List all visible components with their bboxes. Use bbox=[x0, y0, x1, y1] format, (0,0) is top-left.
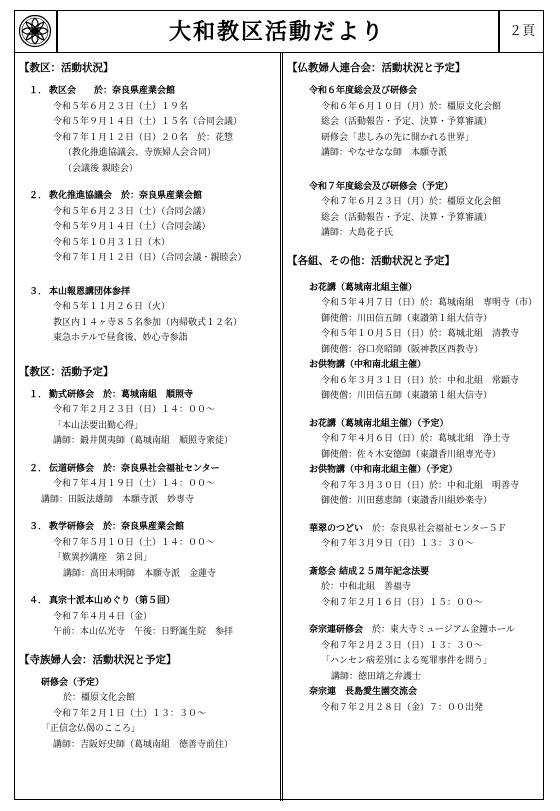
item-line: 東急ホテルで昼食後、妙心寺参詣 bbox=[53, 333, 188, 343]
item-line: 研修会「悲しみの先に開かれる世界」 bbox=[321, 132, 475, 143]
item-line: 令和７年２月２３日（日）１４：００～ bbox=[53, 405, 216, 415]
right-column bbox=[287, 61, 541, 716]
item-line: 御使僧：川田信五師（東讃第１組大信寺） bbox=[321, 313, 493, 324]
item-line: 令和６年６月１０日（月）於：橿原文化会館 bbox=[321, 101, 502, 112]
item-line: 令和５年６月２３日（土）１９名 bbox=[53, 101, 189, 112]
item-line: 御使僧：佐々木安德師（東讃香川組専光寺） bbox=[321, 449, 502, 460]
item-line: 令和７年２月２８日（金）７：００出発 bbox=[321, 702, 484, 713]
section-heading: 【各組、その他：活動状況と予定】 bbox=[287, 254, 455, 267]
item-title: ３． 本山報恩講団体参拝 bbox=[29, 286, 131, 297]
item-title: お花講（葛城南北組主催）（予定） bbox=[309, 418, 449, 429]
item-line: 令和７年２月２３日（日）１３：３０～ bbox=[321, 640, 484, 651]
item-line: （教化推進協議会、寺族婦人会合同） bbox=[63, 148, 217, 158]
newsletter-page bbox=[14, 10, 544, 800]
item-line: 於：中和北組 善福寺 bbox=[321, 582, 412, 592]
item-line: 令和７年２月１６日（日）１５：００～ bbox=[321, 597, 484, 608]
item-line: （会議後 親睦会） bbox=[63, 163, 138, 174]
item-line: 於：橿原文化会館 bbox=[63, 693, 136, 703]
item-title: 令和６年度総会及び研修会 bbox=[309, 86, 418, 96]
item-line: 御使僧：谷口亮昭師（阪神教区西教寺） bbox=[321, 344, 484, 355]
item-title: お供物講（中和南北組主催） bbox=[309, 360, 427, 370]
item-title: 研修会（予定） bbox=[41, 677, 105, 688]
item-line: 令和５年９月１４日（土）１５名（合同会議） bbox=[53, 117, 243, 127]
item-line: 令和７年２月１日（土）１３：３０～ bbox=[53, 708, 207, 719]
item-line: 総会（活動報告・予定、決算・予算審議） bbox=[321, 117, 493, 127]
item-title: お供物講（中和南北組主催）（予定） bbox=[309, 465, 458, 475]
item-title: お花講（葛城南北組主催） bbox=[309, 282, 418, 293]
item-line: 「歎異抄講座 第２回」 bbox=[53, 553, 153, 563]
item-line: 「正信念仏偈のこころ」 bbox=[41, 724, 141, 734]
page-number: ２頁 bbox=[508, 24, 535, 39]
item-title: ２． 伝道研修会 於：奈良県社会福祉センター bbox=[29, 463, 220, 474]
item-title: 令和７年度総会及び研修会（予定） bbox=[309, 181, 454, 192]
item-title: ４． 真宗十派本山めぐり（第５回） bbox=[29, 596, 176, 606]
item-line: 「本山法要出勤心得」 bbox=[53, 420, 144, 431]
item-title: 奈宗連 長島愛生園交流会 bbox=[309, 687, 418, 697]
section-heading: 【寺族婦人会：活動状況と予定】 bbox=[19, 653, 177, 666]
item-title: ３． 教学研修会 於：奈良県産業会館 bbox=[29, 522, 185, 532]
item-line: 令和５年９月１４日（土）（合同会議） bbox=[53, 222, 211, 232]
item-title: 奈宗連研修会 於：東大寺ミュージアム金鐘ホール bbox=[309, 625, 515, 635]
item-line: 令和７年４月１９日（土）１４：００～ bbox=[53, 479, 216, 489]
item-title: １． 勤式研修会 於：葛城南組 順照寺 bbox=[29, 389, 194, 400]
item-line: 講師：大島花子氏 bbox=[321, 228, 394, 238]
item-line: 講師：やなせなな師 本願寺派 bbox=[321, 148, 448, 158]
item-title: 華翠のつどい 於：奈良県社会福祉センター５Ｆ bbox=[309, 523, 507, 534]
section-heading: 【教区：活動予定】 bbox=[19, 365, 114, 378]
item-line: 午前：本山仏光寺 午後：日野誕生院 参拝 bbox=[53, 627, 234, 637]
header-bar bbox=[15, 11, 543, 53]
item-title: ２． 教化推進協議会 於：奈良県産業会館 bbox=[29, 191, 203, 201]
item-line: 令和５年１１月２６日（火） bbox=[53, 302, 171, 312]
item-line: 「ハンセン病差別による冤罪事件を問う」 bbox=[321, 656, 493, 666]
item-line: 令和５年４月７日（日）於：葛城南組 専明寺（市） bbox=[321, 298, 538, 308]
item-line: 令和７年１月１２日（日）２０名 於：花惣 bbox=[53, 132, 234, 143]
item-line: 令和６年３月３１日（日）於：中和北組 常顕寺 bbox=[321, 375, 520, 386]
item-line: 令和７年６月２３日（月）於：橿原文化会館 bbox=[321, 197, 502, 207]
item-line: 令和７年４月４日（金） bbox=[53, 611, 153, 622]
item-line: 令和７年１月１２日（日）（合同会議・親睦会） bbox=[53, 253, 247, 263]
item-line: 講師：吉阪好史師（葛城南組 徳善寺前住） bbox=[53, 739, 234, 750]
item-line: 令和７年３月９日（日）１３：３０～ bbox=[321, 539, 475, 549]
item-line: 令和７年３月３０日（日）於：中和北組 明善寺 bbox=[321, 480, 520, 491]
item-line: 令和７年４月６日（日）於：葛城北組 浄土寺 bbox=[321, 434, 511, 444]
column-divider bbox=[280, 53, 283, 801]
item-line: 令和７年５月１０日（土）１４：００～ bbox=[53, 537, 216, 548]
section-heading: 【仏教婦人連合会：活動状況と予定】 bbox=[287, 62, 466, 74]
left-column bbox=[19, 61, 277, 753]
emblem-icon bbox=[18, 14, 52, 48]
item-line: 御使僧：川田信五師（東讃第１組大信寺） bbox=[321, 391, 493, 401]
item-line: 講師：徳田靖之弁護士 bbox=[331, 671, 422, 682]
section-heading: 【教区：活動状況】 bbox=[19, 62, 114, 74]
item-line: 講師：鍛井関夷師（葛城南組 順照寺衆徒） bbox=[53, 436, 234, 446]
item-title: 斎悠会 結成２５周年記念法要 bbox=[309, 566, 430, 577]
item-line: 総会（活動報告・予定、決算・予算審議） bbox=[321, 212, 493, 223]
item-title: １． 教区会 於：奈良県産業会館 bbox=[29, 86, 176, 96]
item-line: 御使僧：川田慈恵師（東讃香川組妙楽寺） bbox=[321, 496, 493, 506]
item-line: 講師：田阪法雄師 本願寺派 妙専寺 bbox=[41, 494, 195, 505]
item-line: 令和５年１０月３１日（木） bbox=[53, 237, 171, 248]
item-line: 講師：高田未明師 本願寺派 金蓮寺 bbox=[63, 568, 217, 579]
item-line: 令和５年１０月５日（日）於：葛城北組 清教寺 bbox=[321, 329, 520, 339]
newsletter-title: 大和教区活動だより bbox=[168, 19, 385, 45]
item-line: 令和５年６月２３日（土）（合同会議） bbox=[53, 206, 211, 217]
item-line: 教区内１４ヶ寺８５名参加（内帰敬式１２名） bbox=[53, 317, 243, 328]
